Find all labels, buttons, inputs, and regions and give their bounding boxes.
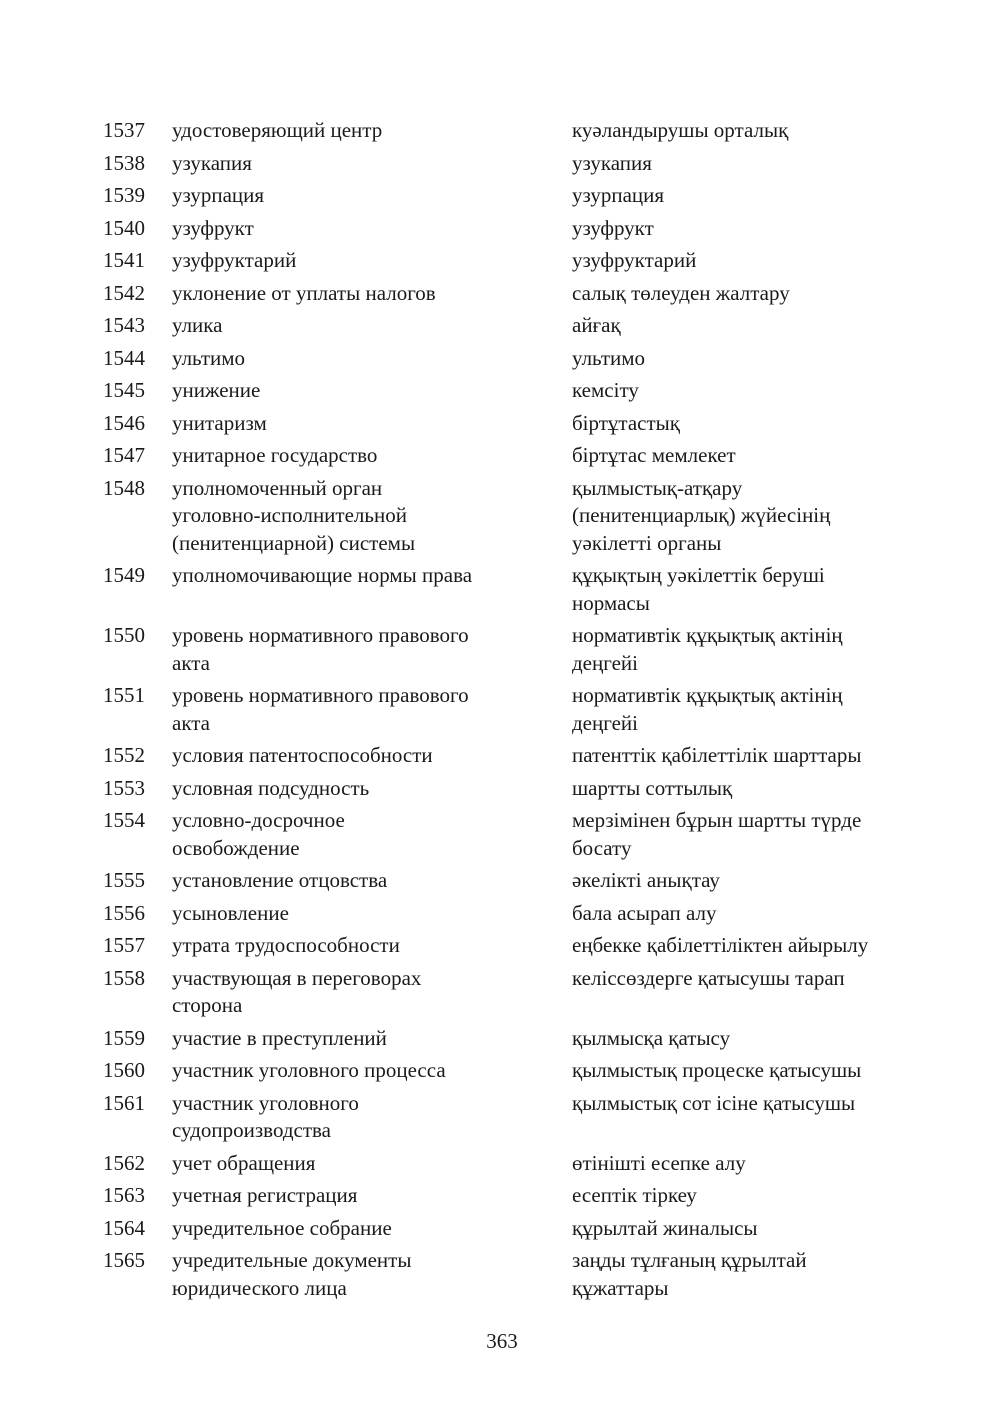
glossary-entry [0, 867, 1004, 900]
page-number: 363 [486, 1329, 518, 1353]
glossary-entry [0, 247, 1004, 280]
entry-number: 1565 [103, 1248, 145, 1272]
term-kazakh: өтінішті есепке алу [572, 1150, 746, 1175]
entry-number: 1554 [103, 808, 145, 832]
term-russian: условия патентоспособности [172, 743, 433, 767]
term-kazakh: қылмыстық сот ісіне қатысушы [572, 1090, 856, 1115]
term-russian: уполномоченный орган уголовно-исполнительной (пенитенциарной) системы [172, 475, 416, 555]
glossary-entry [0, 377, 1004, 410]
entry-number: 1551 [103, 683, 145, 707]
term-russian: уклонение от уплаты налогов [172, 280, 436, 305]
term-kazakh: куәландырушы орталық [572, 118, 789, 142]
term-russian: узукапия [172, 150, 252, 175]
term-kazakh: узурпация [572, 183, 665, 207]
term-russian: установление отцовства [172, 868, 388, 892]
term-russian: учет обращения [172, 1150, 316, 1175]
term-kazakh: патенттік қабілеттілік шарттары [572, 743, 862, 767]
term-russian: участник уголовного судопроизводства [172, 1090, 359, 1142]
glossary-entry [0, 807, 1004, 867]
term-kazakh: нормативтік құқықтық актінің деңгейі [572, 623, 843, 675]
glossary-entry [0, 1150, 1004, 1183]
glossary-entry [0, 117, 1004, 150]
entry-number: 1558 [103, 965, 145, 990]
glossary-entry [0, 280, 1004, 313]
glossary-entry [0, 410, 1004, 443]
term-russian: уровень нормативного правового акта [172, 683, 469, 735]
glossary-entry [0, 562, 1004, 622]
entry-number: 1543 [103, 313, 145, 337]
term-kazakh: узуфруктарий [572, 248, 697, 272]
term-russian: унитаризм [172, 410, 267, 435]
glossary-entry [0, 682, 1004, 742]
term-russian: условная подсудность [172, 775, 370, 800]
term-kazakh: айғақ [572, 313, 621, 337]
glossary-entry [0, 900, 1004, 933]
term-russian: условно-досрочное освобождение [172, 808, 345, 860]
glossary-entry [0, 1182, 1004, 1215]
term-kazakh: қылмыстық-атқару (пенитенциарлық) жүйесінің уәкілетті органы [572, 475, 831, 555]
glossary-entry [0, 1090, 1004, 1150]
glossary-entry [0, 442, 1004, 475]
term-kazakh: құрылтай жиналысы [572, 1215, 758, 1240]
entry-number: 1553 [103, 775, 145, 800]
entry-number: 1541 [103, 248, 145, 272]
term-russian: узуфруктарий [172, 248, 297, 272]
entry-number: 1548 [103, 475, 145, 500]
term-russian: уровень нормативного правового акта [172, 623, 469, 675]
term-kazakh: есептік тіркеу [572, 1183, 697, 1207]
term-kazakh: әкелікті анықтау [572, 868, 720, 892]
entry-number: 1547 [103, 443, 145, 467]
term-russian: унижение [172, 378, 261, 402]
entry-number: 1560 [103, 1058, 145, 1082]
term-russian: улика [172, 313, 223, 337]
term-kazakh: құқықтың уәкілеттік беруші нормасы [572, 563, 825, 615]
term-kazakh: келіссөздерге қатысушы тарап [572, 965, 845, 990]
entry-number: 1546 [103, 410, 145, 435]
entry-number: 1539 [103, 183, 145, 207]
glossary-entry [0, 312, 1004, 345]
entry-number: 1550 [103, 623, 145, 647]
glossary-entry [0, 1057, 1004, 1090]
term-russian: участие в преступлений [172, 1025, 387, 1050]
term-kazakh: нормативтік құқықтық актінің деңгейі [572, 683, 843, 735]
glossary-entry [0, 775, 1004, 808]
term-kazakh: еңбекке қабілеттіліктен айырылу [572, 933, 869, 957]
term-russian: узуфрукт [172, 215, 254, 240]
term-kazakh: біртұтас мемлекет [572, 443, 736, 467]
term-kazakh: бала асырап алу [572, 900, 717, 925]
term-kazakh: салық төлеуден жалтару [572, 280, 790, 305]
glossary-entry [0, 1215, 1004, 1248]
entry-number: 1556 [103, 900, 145, 925]
term-russian: уполномочивающие нормы права [172, 563, 473, 587]
entry-number: 1549 [103, 563, 145, 587]
entry-number: 1545 [103, 378, 145, 402]
term-russian: утрата трудоспособности [172, 933, 400, 957]
entry-number: 1561 [103, 1090, 145, 1115]
entry-number: 1544 [103, 345, 145, 370]
term-russian: усыновление [172, 900, 289, 925]
term-kazakh: кемсіту [572, 378, 639, 402]
entry-number: 1552 [103, 743, 145, 767]
glossary-entry [0, 150, 1004, 183]
term-russian: учредительные документы юридического лица [172, 1248, 412, 1300]
term-kazakh: шартты соттылық [572, 775, 733, 800]
entry-number: 1562 [103, 1150, 145, 1175]
glossary-entry [0, 215, 1004, 248]
term-kazakh: біртұтастық [572, 410, 680, 435]
glossary-entry [0, 182, 1004, 215]
term-russian: участник уголовного процесса [172, 1058, 446, 1082]
glossary-entry [0, 622, 1004, 682]
term-kazakh: узукапия [572, 150, 652, 175]
term-russian: учетная регистрация [172, 1183, 358, 1207]
term-russian: удостоверяющий центр [172, 118, 383, 142]
entry-number: 1564 [103, 1215, 145, 1240]
term-kazakh: қылмыстық процеске қатысушы [572, 1058, 862, 1082]
term-kazakh: қылмысқа қатысу [572, 1025, 731, 1050]
glossary-entry [0, 932, 1004, 965]
term-russian: унитарное государство [172, 443, 378, 467]
entry-number: 1542 [103, 280, 145, 305]
glossary-entry [0, 742, 1004, 775]
glossary-entry [0, 965, 1004, 1025]
term-russian: учредительное собрание [172, 1215, 392, 1240]
glossary-entry [0, 475, 1004, 563]
glossary-entry [0, 345, 1004, 378]
term-russian: участвующая в переговорах сторона [172, 965, 422, 1017]
glossary-list [0, 117, 1004, 1307]
entry-number: 1537 [103, 118, 145, 142]
term-kazakh: ультимо [572, 345, 646, 370]
term-kazakh: узуфрукт [572, 215, 654, 240]
entry-number: 1538 [103, 150, 145, 175]
glossary-entry [0, 1247, 1004, 1307]
term-russian: узурпация [172, 183, 265, 207]
entry-number: 1563 [103, 1183, 145, 1207]
term-russian: ультимо [172, 345, 246, 370]
term-kazakh: мерзімінен бұрын шартты түрде босату [572, 808, 862, 860]
entry-number: 1540 [103, 215, 145, 240]
term-kazakh: заңды тұлғаның құрылтай құжаттары [572, 1248, 807, 1300]
entry-number: 1559 [103, 1025, 145, 1050]
glossary-entry [0, 1025, 1004, 1058]
entry-number: 1555 [103, 868, 145, 892]
entry-number: 1557 [103, 933, 145, 957]
